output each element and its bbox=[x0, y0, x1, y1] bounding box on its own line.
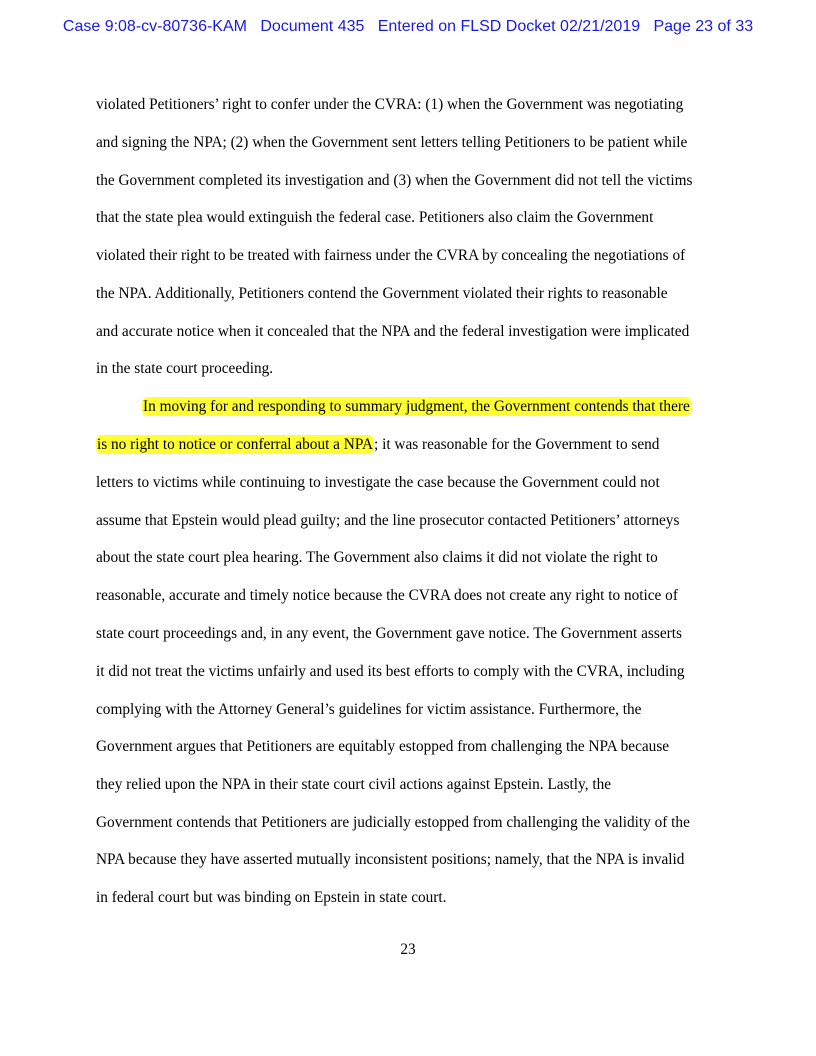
body-line: Government contends that Petitioners are judicially estopped from challenging the validity of the bbox=[96, 814, 690, 831]
body-line: it did not treat the victims unfairly and used its best efforts to comply with the CVRA, including bbox=[96, 663, 685, 680]
body-line: NPA because they have asserted mutually inconsistent positions; namely, that the NPA is invalid bbox=[96, 851, 685, 868]
body-line: in the state court proceeding. bbox=[96, 360, 274, 377]
body-line: Government argues that Petitioners are equitably estopped from challenging the NPA because bbox=[96, 738, 670, 755]
body-line: violated Petitioners’ right to confer under the CVRA: (1) when the Government was negotiating bbox=[96, 96, 684, 113]
body-line: assume that Epstein would plead guilty; and the line prosecutor contacted Petitioners’ attorneys bbox=[96, 512, 680, 529]
docket-entry: Entered on FLSD Docket 02/21/2019 bbox=[377, 18, 641, 35]
body-line bbox=[96, 435, 659, 455]
body-line: state court proceedings and, in any event, the Government gave notice. The Government asserts bbox=[96, 625, 682, 642]
highlight-text: In moving for and responding to summary judgment, the Government contends that there bbox=[143, 398, 690, 415]
body-line: the Government completed its investigation and (3) when the Government did not tell the victims bbox=[96, 172, 693, 189]
highlight-text: is no right to notice or conferral about a NPA bbox=[97, 436, 373, 453]
document-number: Document 435 bbox=[260, 18, 365, 35]
body-line: that the state plea would extinguish the federal case. Petitioners also claim the Government bbox=[96, 209, 654, 226]
body-line: in federal court but was binding on Epstein in state court. bbox=[96, 889, 447, 906]
body-line: reasonable, accurate and timely notice because the CVRA does not create any right to notice of bbox=[96, 587, 678, 604]
page-number: 23 bbox=[400, 941, 416, 958]
body-line: about the state court plea hearing. The Government also claims it did not violate the right to bbox=[96, 549, 658, 566]
body-line: they relied upon the NPA in their state court civil actions against Epstein. Lastly, the bbox=[96, 776, 612, 793]
highlighted-line bbox=[142, 397, 691, 417]
body-text: ; it was reasonable for the Government to send bbox=[374, 436, 660, 453]
body-line: the NPA. Additionally, Petitioners contend the Government violated their rights to reasonable bbox=[96, 285, 668, 302]
docket-header bbox=[0, 18, 816, 36]
body-line: and signing the NPA; (2) when the Government sent letters telling Petitioners to be patient while bbox=[96, 134, 688, 151]
body-line: and accurate notice when it concealed that the NPA and the federal investigation were implicated bbox=[96, 323, 690, 340]
case-number: Case 9:08-cv-80736-KAM bbox=[62, 18, 247, 35]
page-of: Page 23 of 33 bbox=[653, 18, 754, 35]
body-line: complying with the Attorney General’s guidelines for victim assistance. Furthermore, the bbox=[96, 701, 642, 718]
body-line: letters to victims while continuing to investigate the case because the Government could not bbox=[96, 474, 660, 491]
body-line: violated their right to be treated with fairness under the CVRA by concealing the negotiations of bbox=[96, 247, 686, 264]
